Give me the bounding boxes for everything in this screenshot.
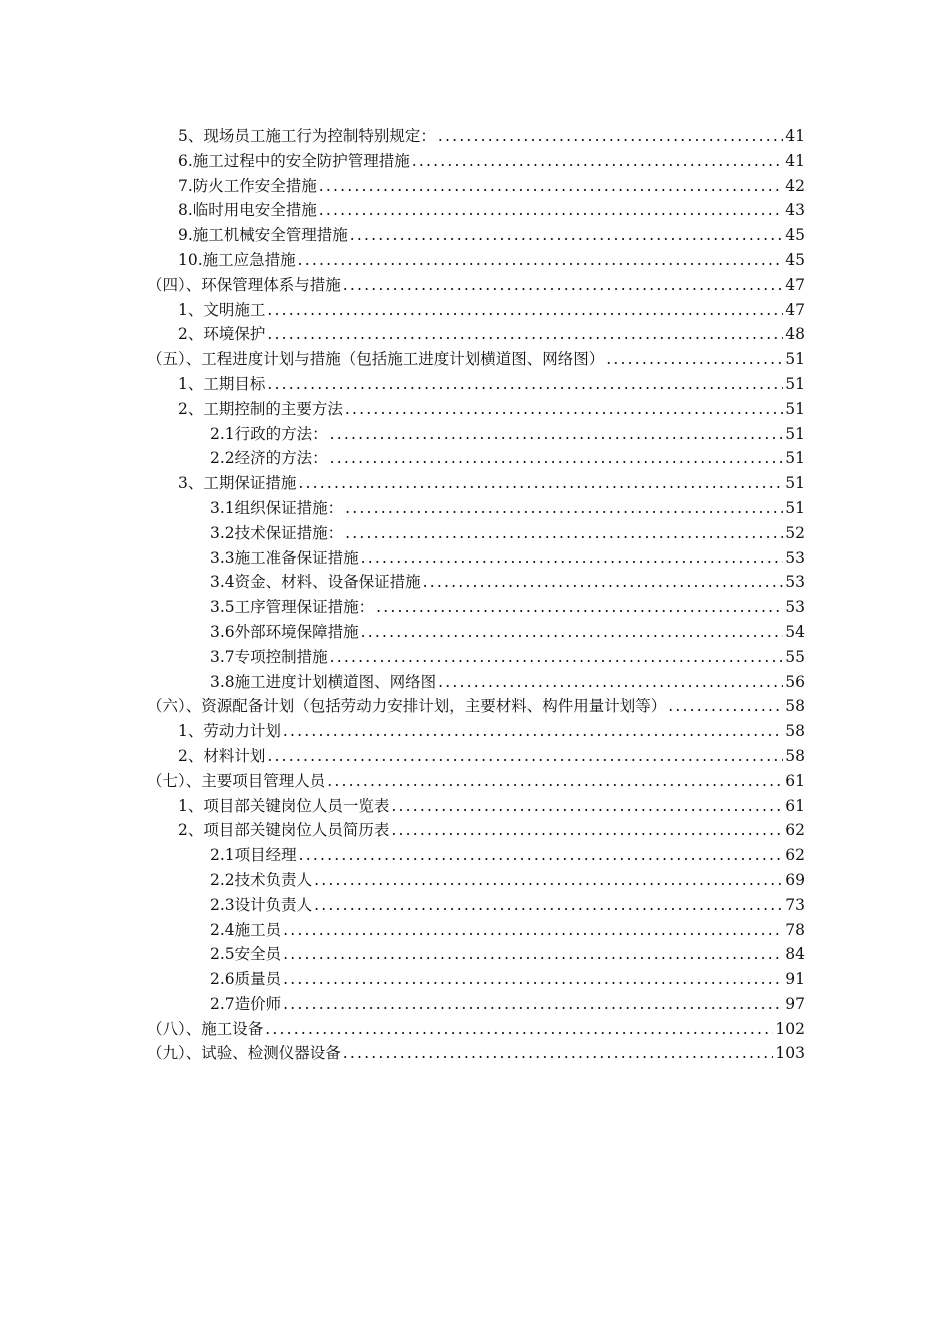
toc-entry-title: （七）、主要项目管理人员 [147, 771, 326, 790]
toc-entry-page: 51 [785, 449, 805, 468]
toc-dot-leader [267, 298, 783, 323]
toc-entry-title: 2.3设计负责人 [210, 895, 313, 914]
toc-entry[interactable] [147, 1017, 805, 1042]
toc-entry[interactable] [147, 322, 805, 347]
toc-entry-page: 51 [785, 350, 805, 369]
toc-entry[interactable] [147, 620, 805, 645]
toc-entry-page: 51 [785, 424, 805, 443]
toc-entry-title: （八）、施工设备 [147, 1019, 264, 1038]
toc-entry-page: 53 [785, 598, 805, 617]
toc-entry-title: 3.7专项控制措施 [210, 647, 328, 666]
toc-dot-leader [283, 918, 783, 943]
toc-entry[interactable] [147, 471, 805, 496]
toc-dot-leader [391, 794, 783, 819]
toc-dot-leader [299, 843, 784, 868]
toc-entry-title: （五）、工程进度计划与措施（包括施工进度计划横道图、网络图） [147, 350, 605, 369]
toc-dot-leader [267, 372, 783, 397]
toc-entry[interactable] [147, 967, 805, 992]
toc-entry-page: 51 [785, 474, 805, 493]
toc-entry-title: 2.6质量员 [210, 970, 282, 989]
toc-entry[interactable] [147, 942, 805, 967]
toc-dot-leader [267, 744, 783, 769]
toc-entry-title: 3.1组织保证措施： [210, 498, 344, 517]
toc-entry-title: 2.4施工员 [210, 920, 282, 939]
toc-entry[interactable] [147, 422, 805, 447]
toc-entry[interactable] [147, 496, 805, 521]
toc-entry[interactable] [147, 124, 805, 149]
toc-entry-title: 1、劳动力计划 [178, 722, 281, 741]
toc-entry-title: 7.防火工作安全措施 [178, 176, 317, 195]
toc-entry-page: 97 [785, 994, 805, 1013]
toc-entry-title: 3.4资金、材料、设备保证措施 [210, 573, 421, 592]
toc-entry[interactable] [147, 1041, 805, 1066]
toc-entry[interactable] [147, 149, 805, 174]
toc-entry-title: 3.3施工准备保证措施 [210, 548, 359, 567]
toc-entry-page: 55 [785, 647, 805, 666]
toc-entry[interactable] [147, 769, 805, 794]
toc-dot-leader [319, 174, 783, 199]
toc-entry-page: 61 [785, 771, 805, 790]
toc-dot-leader [391, 818, 783, 843]
toc-entry[interactable] [147, 744, 805, 769]
toc-entry-title: （六）、资源配备计划（包括劳动力安排计划，主要材料、构件用量计划等） [147, 697, 667, 716]
toc-entry-page: 58 [785, 697, 805, 716]
toc-dot-leader [330, 645, 784, 670]
toc-entry-page: 42 [785, 176, 805, 195]
toc-entry-page: 51 [785, 374, 805, 393]
toc-dot-leader [283, 719, 783, 744]
toc-entry[interactable] [147, 694, 805, 719]
toc-entry[interactable] [147, 347, 805, 372]
toc-entry-title: 2、项目部关键岗位人员简历表 [178, 821, 390, 840]
toc-entry[interactable] [147, 719, 805, 744]
toc-entry-title: 3.8施工进度计划横道图、网络图 [210, 672, 437, 691]
toc-entry-page: 62 [785, 846, 805, 865]
toc-entry-title: 3、工期保证措施 [178, 474, 297, 493]
toc-entry[interactable] [147, 868, 805, 893]
toc-entry[interactable] [147, 174, 805, 199]
toc-dot-leader [343, 1041, 774, 1066]
toc-entry[interactable] [147, 794, 805, 819]
toc-dot-leader [283, 992, 783, 1017]
toc-entry-title: 2.5安全员 [210, 945, 282, 964]
toc-entry-title: 2、工期控制的主要方法 [178, 399, 343, 418]
toc-entry-page: 91 [785, 970, 805, 989]
toc-dot-leader [330, 422, 784, 447]
toc-entry-title: 2.1行政的方法： [210, 424, 328, 443]
toc-dot-leader [350, 223, 783, 248]
toc-entry-title: 1、工期目标 [178, 374, 266, 393]
toc-dot-leader [668, 694, 783, 719]
toc-dot-leader [265, 1017, 773, 1042]
toc-dot-leader [298, 471, 783, 496]
toc-entry-page: 84 [785, 945, 805, 964]
toc-dot-leader [361, 620, 784, 645]
toc-entry-page: 45 [785, 226, 805, 245]
table-of-contents [147, 124, 805, 1066]
toc-entry-title: （九）、试验、检测仪器设备 [147, 1044, 341, 1063]
toc-dot-leader [423, 570, 784, 595]
toc-entry-title: 10.施工应急措施 [178, 250, 296, 269]
toc-entry[interactable] [147, 446, 805, 471]
toc-dot-leader [376, 595, 783, 620]
toc-entry[interactable] [147, 992, 805, 1017]
toc-dot-leader [343, 273, 784, 298]
toc-entry[interactable] [147, 273, 805, 298]
toc-entry[interactable] [147, 645, 805, 670]
toc-dot-leader [283, 967, 783, 992]
toc-dot-leader [606, 347, 783, 372]
toc-dot-leader [330, 446, 784, 471]
toc-entry-title: 1、文明施工 [178, 300, 266, 319]
toc-entry-page: 52 [785, 523, 805, 542]
toc-entry-title: 2.2技术负责人 [210, 870, 313, 889]
toc-entry-page: 78 [785, 920, 805, 939]
toc-entry-page: 51 [785, 399, 805, 418]
toc-entry[interactable] [147, 521, 805, 546]
toc-entry-page: 45 [785, 250, 805, 269]
toc-entry-page: 48 [785, 325, 805, 344]
toc-entry-title: 3.2技术保证措施： [210, 523, 344, 542]
toc-dot-leader [345, 496, 783, 521]
toc-entry-page: 58 [785, 746, 805, 765]
toc-entry[interactable] [147, 198, 805, 223]
toc-entry[interactable] [147, 918, 805, 943]
toc-entry-page: 62 [785, 821, 805, 840]
toc-entry-page: 73 [785, 895, 805, 914]
toc-entry-page: 103 [775, 1044, 805, 1063]
toc-entry-title: 9.施工机械安全管理措施 [178, 226, 348, 245]
toc-entry-title: 2.7造价师 [210, 994, 282, 1013]
toc-entry-page: 43 [785, 201, 805, 220]
toc-entry-page: 47 [785, 300, 805, 319]
toc-entry-page: 69 [785, 870, 805, 889]
toc-entry-page: 41 [785, 151, 805, 170]
toc-entry-title: 1、项目部关键岗位人员一览表 [178, 796, 390, 815]
toc-entry[interactable] [147, 546, 805, 571]
toc-entry[interactable] [147, 372, 805, 397]
toc-entry-title: 8.临时用电安全措施 [178, 201, 317, 220]
toc-entry[interactable] [147, 893, 805, 918]
toc-entry-page: 102 [775, 1019, 805, 1038]
toc-dot-leader [319, 198, 783, 223]
toc-entry-title: 2.1项目经理 [210, 846, 297, 865]
toc-entry[interactable] [147, 570, 805, 595]
toc-dot-leader [298, 248, 784, 273]
toc-entry-page: 47 [785, 275, 805, 294]
toc-entry[interactable] [147, 248, 805, 273]
toc-entry-page: 41 [785, 127, 805, 145]
toc-entry[interactable] [147, 843, 805, 868]
toc-entry-title: 2、材料计划 [178, 746, 266, 765]
toc-dot-leader [345, 521, 783, 546]
toc-entry-title: 3.6外部环境保障措施 [210, 622, 359, 641]
toc-entry[interactable] [147, 298, 805, 323]
toc-dot-leader [345, 397, 783, 422]
toc-dot-leader [314, 893, 783, 918]
toc-dot-leader [361, 546, 784, 571]
toc-dot-leader [438, 670, 783, 695]
toc-dot-leader [314, 868, 783, 893]
toc-entry[interactable] [147, 595, 805, 620]
toc-entry-page: 53 [785, 573, 805, 592]
toc-dot-leader [438, 124, 783, 149]
toc-entry[interactable] [147, 670, 805, 695]
toc-entry-title: 5、现场员工施工行为控制特别规定： [178, 127, 436, 145]
toc-dot-leader [327, 769, 783, 794]
toc-entry-page: 53 [785, 548, 805, 567]
toc-entry[interactable] [147, 223, 805, 248]
toc-entry-page: 61 [785, 796, 805, 815]
toc-entry-title: 2.2经济的方法： [210, 449, 328, 468]
toc-entry-title: 2、环境保护 [178, 325, 266, 344]
toc-entry[interactable] [147, 397, 805, 422]
toc-dot-leader [267, 322, 783, 347]
toc-entry-title: （四）、环保管理体系与措施 [147, 275, 341, 294]
toc-entry-page: 54 [785, 622, 805, 641]
toc-dot-leader [412, 149, 783, 174]
toc-entry[interactable] [147, 818, 805, 843]
toc-entry-title: 6.施工过程中的安全防护管理措施 [178, 151, 410, 170]
toc-entry-page: 56 [785, 672, 805, 691]
toc-dot-leader [283, 942, 783, 967]
toc-entry-page: 58 [785, 722, 805, 741]
toc-entry-page: 51 [785, 498, 805, 517]
toc-entry-title: 3.5工序管理保证措施： [210, 598, 375, 617]
